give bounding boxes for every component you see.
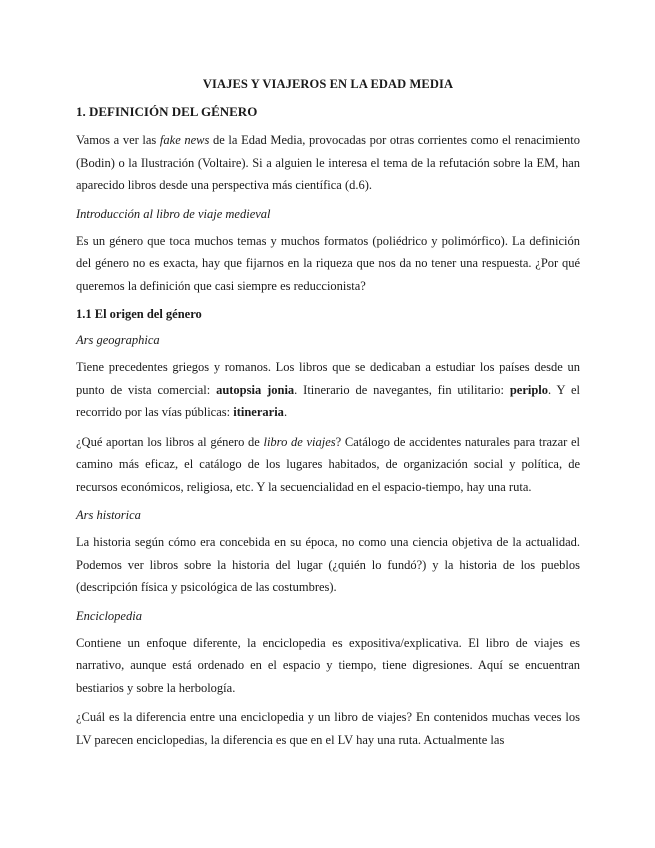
section-heading-origen: 1.1 El origen del género	[76, 307, 202, 321]
italic-term: libro de viajes	[263, 434, 336, 449]
bold-term: periplo	[509, 382, 549, 397]
section-heading-definicion: 1. DEFINICIÓN DEL GÉNERO	[76, 104, 258, 119]
subheading-introduccion: Introducción al libro de viaje medieval	[76, 206, 271, 221]
subheading-ars-historica: Ars historica	[76, 508, 141, 522]
paragraph-historia: La historia según cómo era concebida en su época, no como una ciencia objetiva de la actualidad. Podemos ver libros sobre la historia del lugar (¿quién lo fundó?) y la historia de los pueblos (descripción física y psicológica de las costumbres).	[76, 535, 580, 594]
subheading-enciclopedia: Enciclopedia	[76, 608, 142, 623]
paragraph-diferencia: ¿Cuál es la diferencia entre una enciclopedia y un libro de viajes? En contenidos muchas veces los LV parecen enciclopedias, la diferencia es que en el LV hay una ruta. Actualmente las	[76, 710, 580, 747]
italic-term: fake news	[159, 133, 210, 147]
document-page	[76, 70, 580, 758]
text-span: . Y el recorrido por las vías públicas:	[76, 382, 580, 419]
text-span: . Itinerario de navegantes, fin utilitario:	[294, 382, 510, 397]
paragraph-aportan	[76, 431, 580, 499]
text-span: .	[283, 405, 288, 419]
text-span: ? Catálogo de accidentes naturales para trazar el camino más eficaz, el catálogo de los lugares habitados, de organización social y política, de recursos económicos, religiosa, etc. Y la secuencialidad en el espacio-tiempo, hay una ruta.	[76, 434, 580, 494]
paragraph-enciclopedia: Contiene un enfoque diferente, la enciclopedia es expositiva/explicativa. El libro de viajes es narrativo, aunque está ordenado en el espacio y tiempo, tiene digresiones. Aquí se encuentran bestiarios y sobre la herbología.	[76, 635, 580, 695]
document-title: VIAJES Y VIAJEROS EN LA EDAD MEDIA	[202, 77, 454, 91]
bold-term: itineraria	[233, 405, 284, 419]
text-span: Tiene precedentes griegos y romanos. Los libros que se dedicaban a estudiar los países desde un punto de vista comercial:	[76, 360, 580, 397]
paragraph-fake-news	[76, 129, 580, 197]
text-span: Vamos a ver las	[76, 133, 160, 147]
subheading-ars-geographica: Ars geographica	[76, 333, 160, 347]
text-span: de la Edad Media, provocadas por otras corrientes como el renacimiento (Bodin) o la Ilustración (Voltaire). Si a alguien le interesa el tema de la refutación sobre la EM, han aparecido libros desde una perspectiva más científica (d.6).	[76, 133, 581, 192]
text-span: ¿Qué aportan los libros al género de	[76, 434, 264, 449]
paragraph-genero: Es un género que toca muchos temas y muchos formatos (poliédrico y polimórfico). La definición del género no es exacta, hay que fijarnos en la riqueza que nos da no tener una respuesta. ¿Por qué queremos la definición que casi siempre es reduccionista?	[76, 233, 580, 293]
bold-term: autopsia jonia	[216, 382, 295, 397]
paragraph-precedentes	[76, 356, 580, 424]
